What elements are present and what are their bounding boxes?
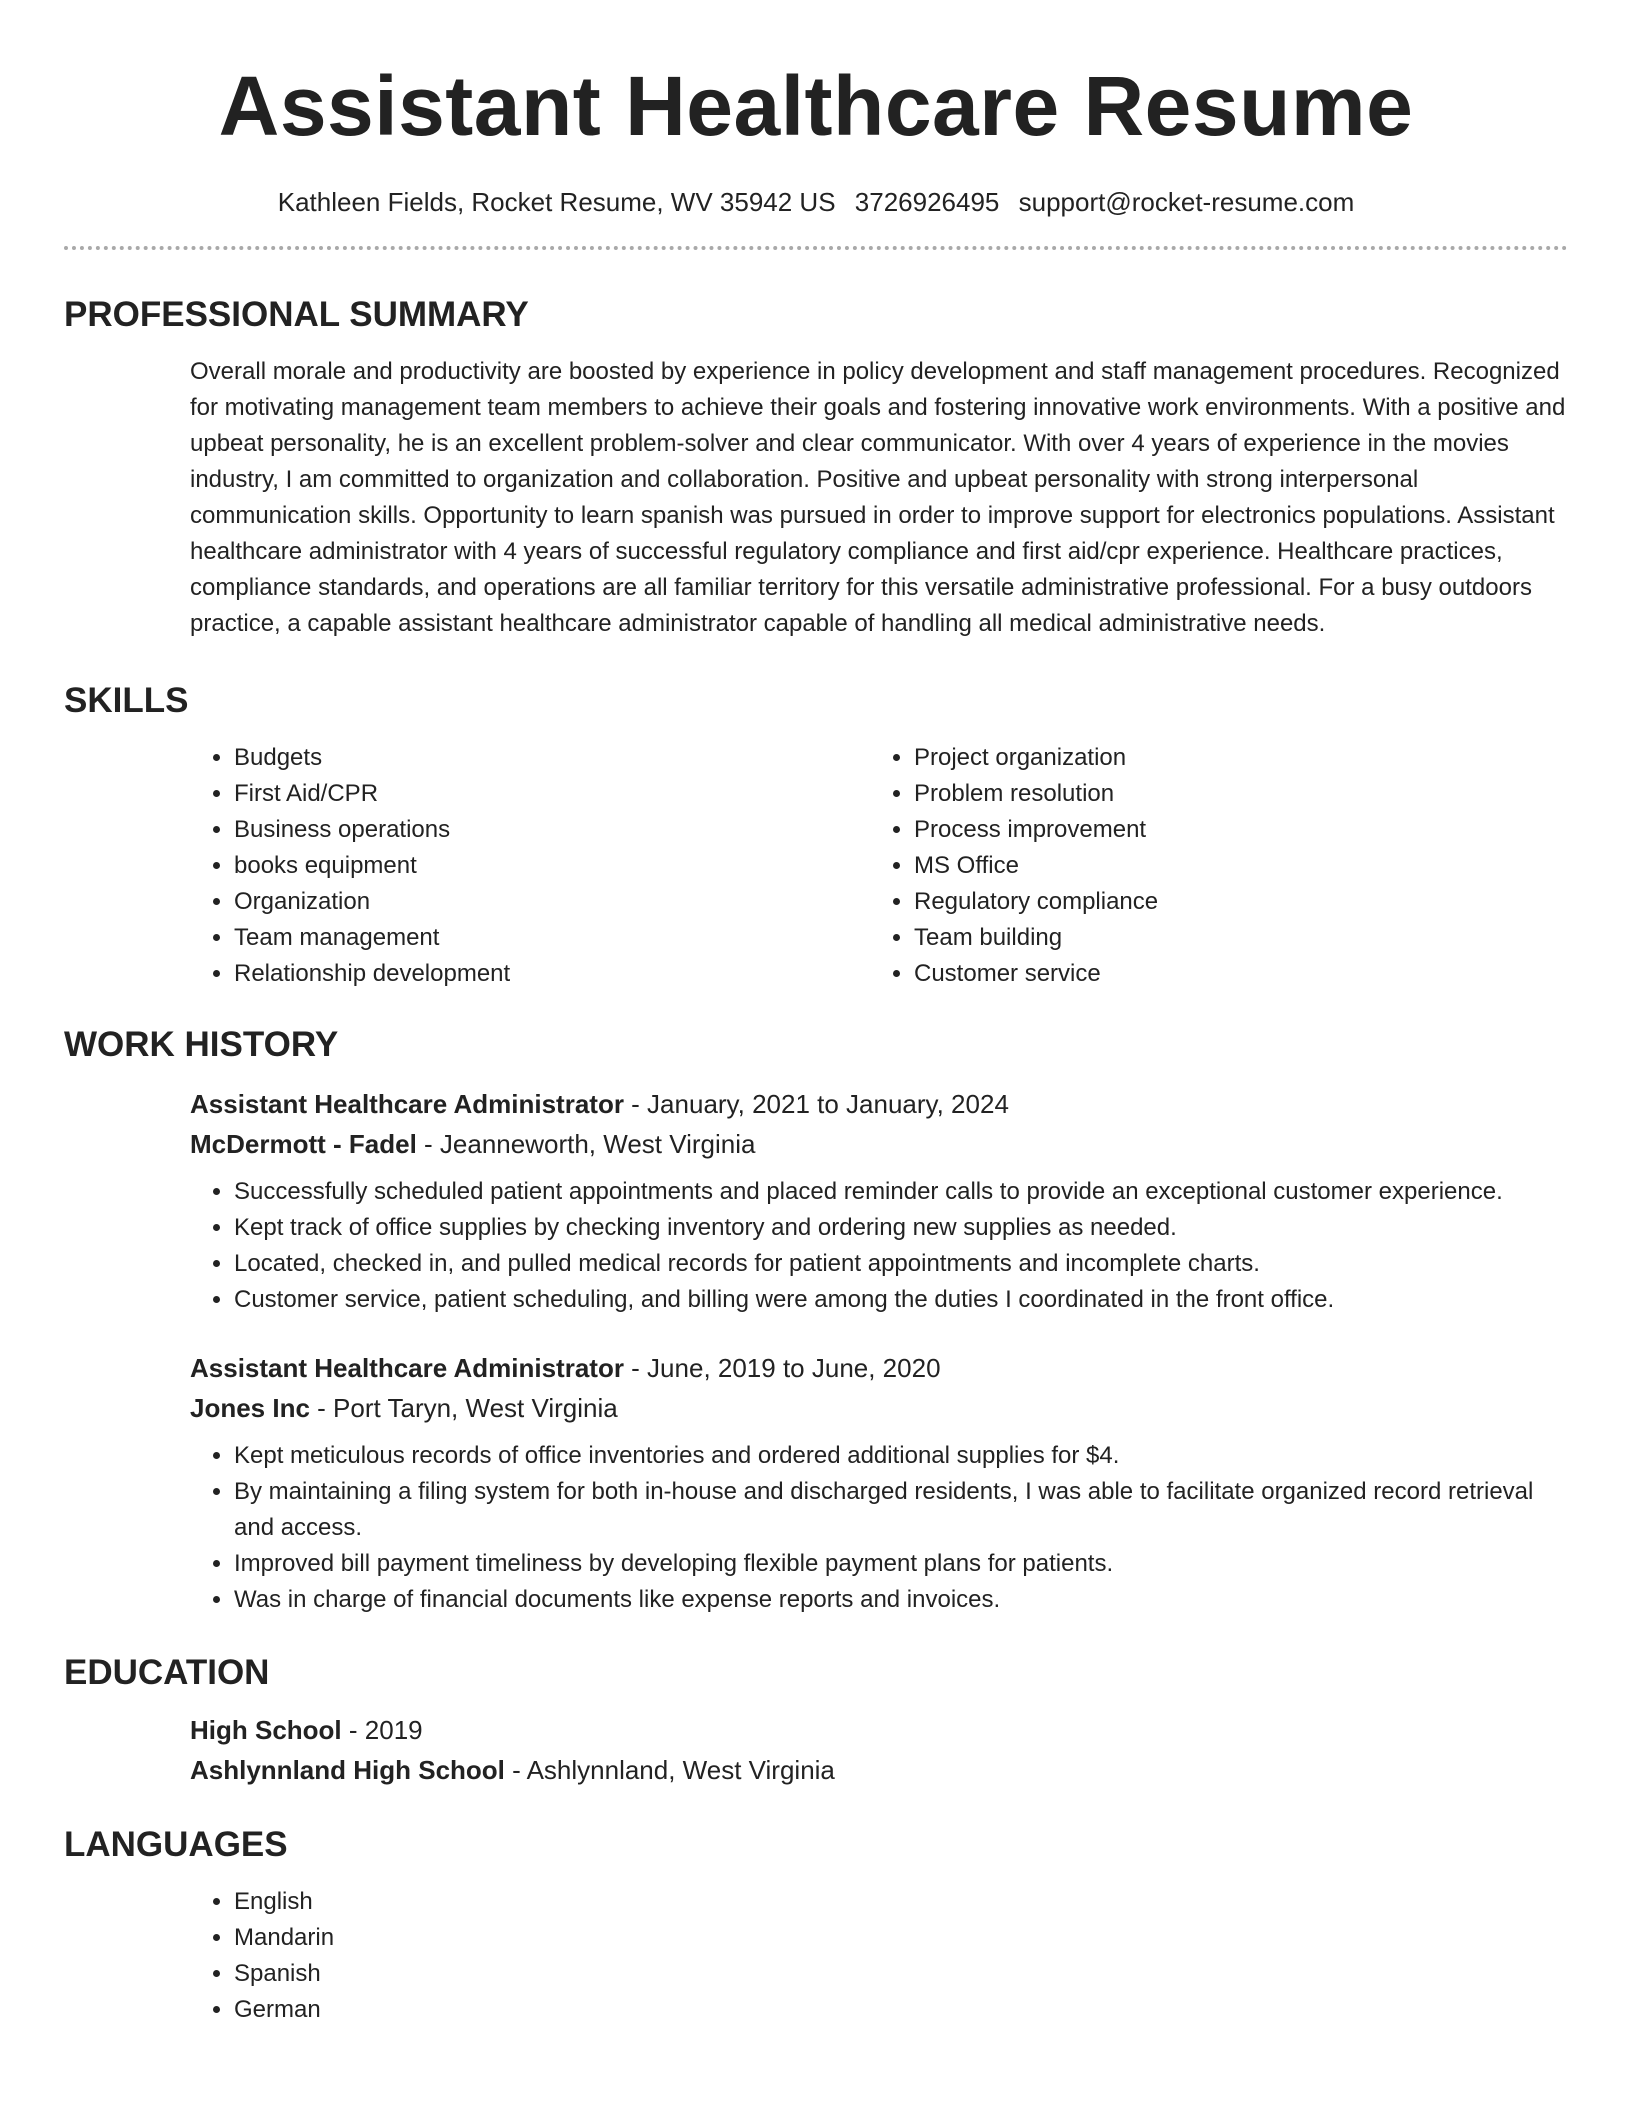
skills-heading: SKILLS <box>64 681 189 720</box>
job-title: Assistant Healthcare Administrator <box>190 1353 624 1383</box>
education-location: - Ashlynnland, West Virginia <box>504 1755 835 1785</box>
contact-address: Kathleen Fields, Rocket Resume, WV 35942 US <box>277 187 836 217</box>
education-year: - 2019 <box>341 1715 423 1745</box>
summary-section <box>64 294 1568 642</box>
job-company-line <box>190 1388 1568 1428</box>
job-entry <box>64 1348 1568 1618</box>
skill-item: • Budgets <box>234 740 870 776</box>
job-dates: - January, 2021 to January, 2024 <box>623 1089 1009 1119</box>
job-title-line <box>190 1084 1568 1124</box>
skill-item: • Project organization <box>914 740 1550 776</box>
skill-item: • Problem resolution <box>914 776 1550 812</box>
job-bullets <box>190 1438 1568 1618</box>
skill-item: • Team building <box>914 920 1550 956</box>
job-bullets <box>190 1174 1568 1318</box>
education-school-line <box>190 1750 1568 1790</box>
language-item: • German <box>234 1992 1568 2028</box>
header-divider <box>64 246 1568 250</box>
job-bullet: • Improved bill payment timeliness by developing flexible payment plans for patients. <box>234 1546 1568 1582</box>
job-dates: - June, 2019 to June, 2020 <box>623 1353 941 1383</box>
language-item: • Spanish <box>234 1956 1568 1992</box>
skill-item: • books equipment <box>234 848 870 884</box>
skill-item: • MS Office <box>914 848 1550 884</box>
contact-email: support@rocket-resume.com <box>1018 187 1355 217</box>
skill-item: • Organization <box>234 884 870 920</box>
job-bullet: • Customer service, patient scheduling, and billing were among the duties I coordinated in the front office. <box>234 1282 1568 1318</box>
summary-heading: PROFESSIONAL SUMMARY <box>64 295 529 334</box>
contact-line <box>64 186 1568 218</box>
education-heading: EDUCATION <box>64 1653 270 1692</box>
work-section <box>64 1024 1568 1618</box>
job-company: Jones Inc <box>190 1393 310 1423</box>
language-item: • English <box>234 1884 1568 1920</box>
job-location: - Jeanneworth, West Virginia <box>416 1129 756 1159</box>
skill-item: • Relationship development <box>234 956 870 992</box>
skill-item: • Process improvement <box>914 812 1550 848</box>
skill-item: • First Aid/CPR <box>234 776 870 812</box>
languages-section <box>64 1824 1568 2028</box>
job-entry <box>64 1084 1568 1318</box>
skill-item: • Team management <box>234 920 870 956</box>
education-degree: High School <box>190 1715 342 1745</box>
language-item: • Mandarin <box>234 1920 1568 1956</box>
education-school: Ashlynnland High School <box>190 1755 505 1785</box>
job-bullet: • Kept track of office supplies by checking inventory and ordering new supplies as needed. <box>234 1210 1568 1246</box>
contact-phone: 3726926495 <box>854 187 1000 217</box>
job-bullet: • Was in charge of financial documents like expense reports and invoices. <box>234 1582 1568 1618</box>
job-company: McDermott - Fadel <box>190 1129 417 1159</box>
skills-list-left <box>190 740 870 992</box>
job-title-line <box>190 1348 1568 1388</box>
skill-item: • Business operations <box>234 812 870 848</box>
job-bullet: • Located, checked in, and pulled medical records for patient appointments and incomplete charts. <box>234 1246 1568 1282</box>
resume-title: Assistant Healthcare Resume <box>218 59 1414 153</box>
languages-heading: LANGUAGES <box>64 1825 288 1864</box>
skill-item: • Customer service <box>914 956 1550 992</box>
education-section <box>64 1652 1568 1790</box>
job-bullet: • Successfully scheduled patient appointments and placed reminder calls to provide an exceptional customer experience. <box>234 1174 1568 1210</box>
skill-item: • Regulatory compliance <box>914 884 1550 920</box>
job-company-line <box>190 1124 1568 1164</box>
summary-text: Overall morale and productivity are boosted by experience in policy development and staff management procedures. Recognized for motivating management team members to achieve their goals and fostering innovative work environments. With a positive and upbeat personality, he is an excellent problem-solver and clear communicator. With over 4 years of experience in the movies industry, I am committed to organization and collaboration. Positive and upbeat personality with strong interpersonal communication skills. Opportunity to learn spanish was pursued in order to improve support for electronics populations. Assistant healthcare administrator with 4 years of successful regulatory compliance and first aid/cpr experience. Healthcare practices, compliance standards, and operations are all familiar territory for this versatile administrative professional. For a busy outdoors practice, a capable assistant healthcare administrator capable of handling all medical administrative needs. <box>190 358 1566 637</box>
languages-list <box>190 1884 1568 2028</box>
job-bullet: • Kept meticulous records of office inventories and ordered additional supplies for $4. <box>234 1438 1568 1474</box>
job-title: Assistant Healthcare Administrator <box>190 1089 624 1119</box>
job-location: - Port Taryn, West Virginia <box>309 1393 618 1423</box>
skills-section <box>64 680 1568 992</box>
skills-list-right <box>870 740 1550 992</box>
work-heading: WORK HISTORY <box>64 1025 339 1064</box>
job-bullet: • By maintaining a filing system for both in-house and discharged residents, I was able to facilitate organized record retrieval and access. <box>234 1474 1568 1546</box>
education-degree-line <box>190 1710 1568 1750</box>
